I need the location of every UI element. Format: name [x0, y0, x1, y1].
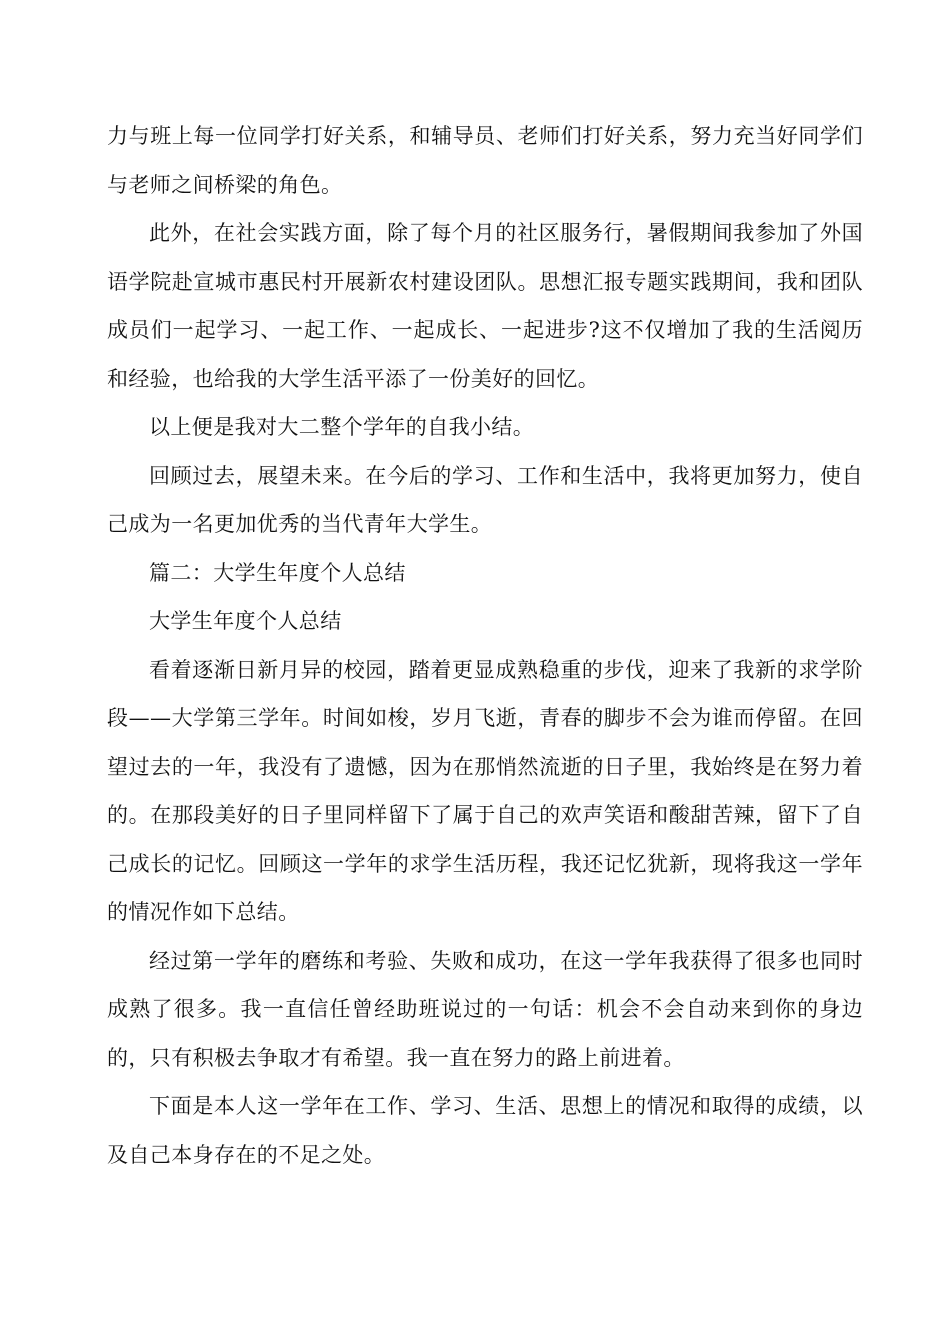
paragraph-campus: 看着逐渐日新月异的校园，踏着更显成熟稳重的步伐，迎来了我新的求学阶段——大学第三学年。时间如梭，岁月飞逝，青春的脚步不会为谁而停留。在回望过去的一年，我没有了遗憾，因为在那悄然流逝的日子里，我始终是在努力着的。在那段美好的日子里同样留下了属于自己的欢声笑语和酸甜苦辣，留下了自己成长的记忆。回顾这一学年的求学生活历程，我还记忆犹新，现将我这一学年的情况作如下总结。 — [107, 657, 863, 924]
paragraph-social-practice: 此外，在社会实践方面，除了每个月的社区服务行，暑假期间我参加了外国语学院赴宣城市惠民村开展新农村建设团队。思想汇报专题实践期间，我和团队成员们一起学习、一起工作、一起成长、一起进步?这不仅增加了我的生活阅历和经验，也给我的大学生活平添了一份美好的回忆。 — [107, 221, 863, 391]
section-title: 大学生年度个人总结 — [149, 609, 342, 633]
section-heading: 篇二：大学生年度个人总结 — [149, 560, 406, 585]
paragraph-summary-line: 以上便是我对大二整个学年的自我小结。 — [149, 415, 535, 439]
document-body — [107, 112, 863, 1179]
paragraph-first-year: 经过第一学年的磨练和考验、失败和成功，在这一学年我获得了很多也同时成熟了很多。我一直信任曾经助班说过的一句话：机会不会自动来到你的身边的，只有积极去争取才有希望。我一直在努力的路上前进着。 — [107, 948, 863, 1070]
paragraph-overview: 下面是本人这一学年在工作、学习、生活、思想上的情况和取得的成绩，以及自己本身存在的不足之处。 — [107, 1094, 863, 1167]
paragraph-looking-ahead: 回顾过去，展望未来。在今后的学习、工作和生活中，我将更加努力，使自己成为一名更加优秀的当代青年大学生。 — [107, 463, 863, 536]
paragraph-continuation: 力与班上每一位同学打好关系，和辅导员、老师们打好关系，努力充当好同学们与老师之间桥梁的角色。 — [107, 124, 863, 197]
